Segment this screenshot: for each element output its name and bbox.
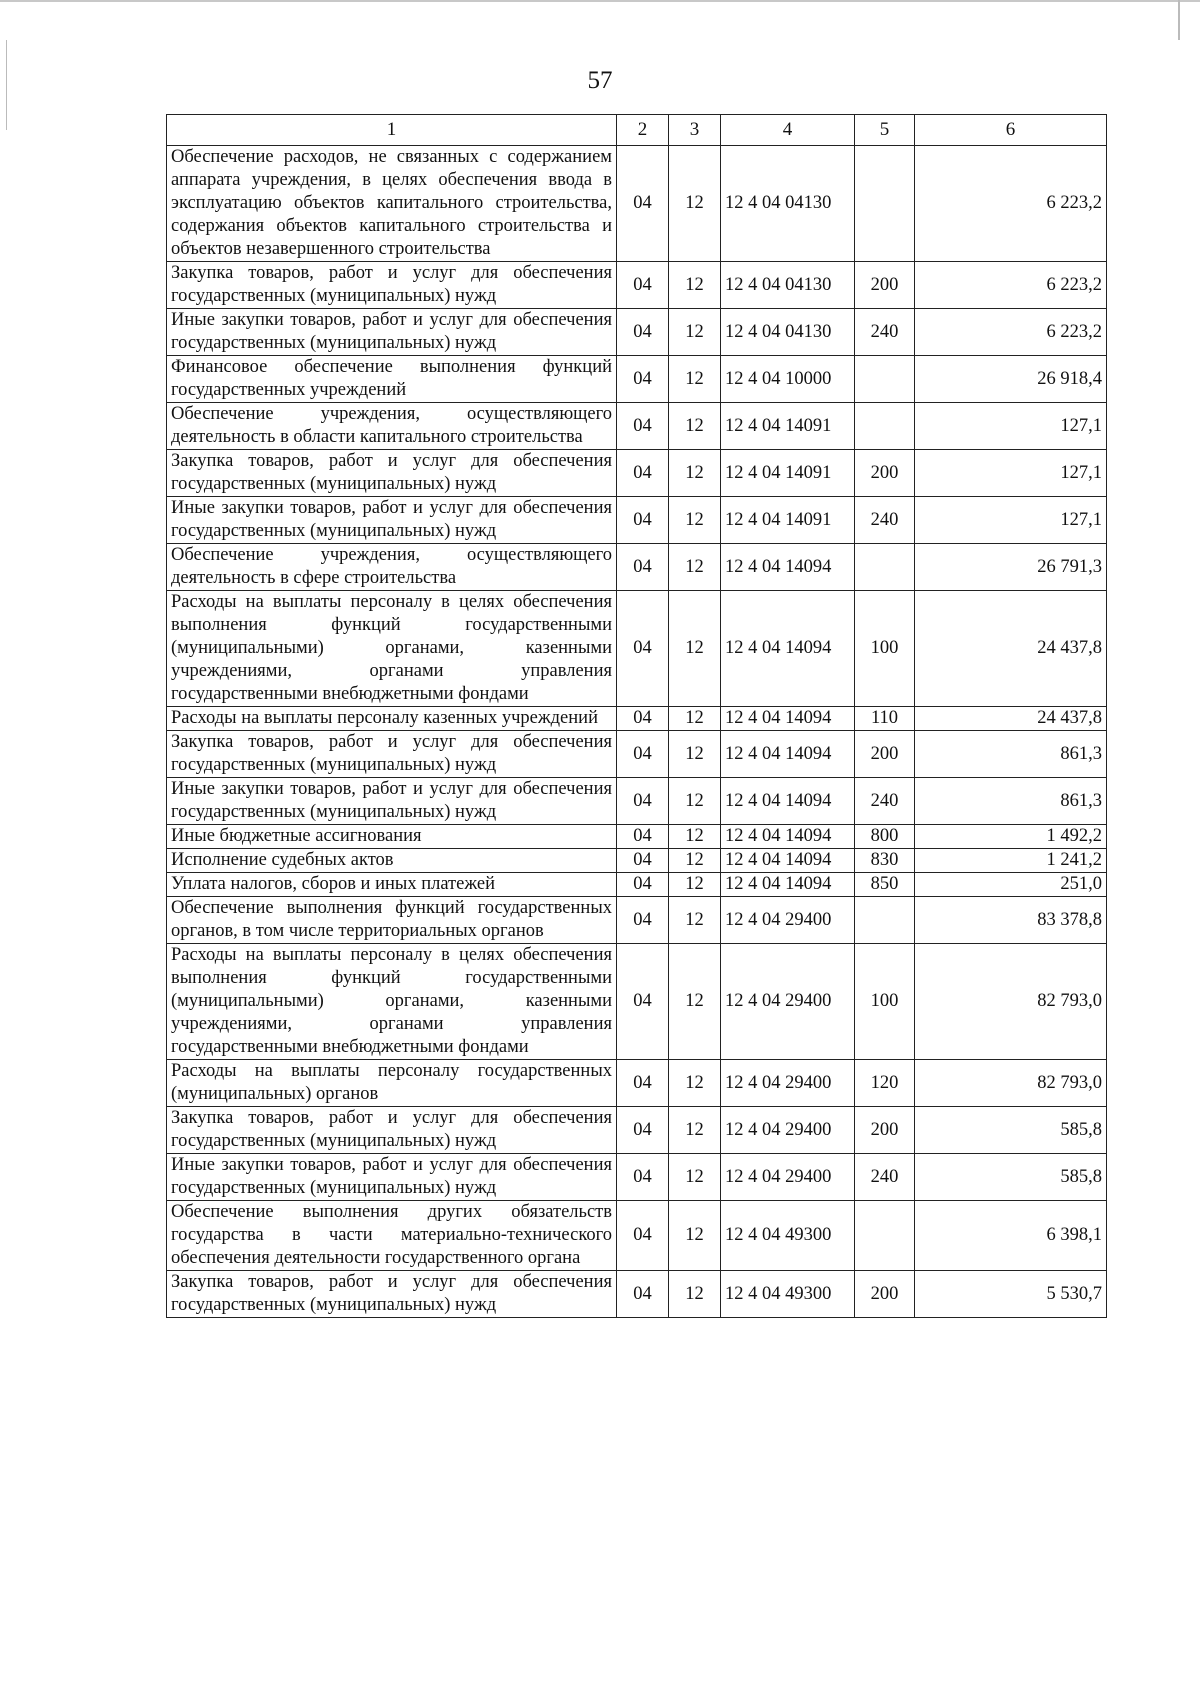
row-subsection: 12	[669, 309, 721, 356]
row-name: Закупка товаров, работ и услуг для обеспечения государственных (муниципальных) нужд	[167, 262, 617, 309]
row-amount: 6 223,2	[915, 146, 1107, 262]
row-target-code: 12 4 04 29400	[721, 897, 855, 944]
row-amount: 861,3	[915, 731, 1107, 778]
row-expense-type	[855, 897, 915, 944]
row-subsection: 12	[669, 1201, 721, 1271]
row-section: 04	[617, 849, 669, 873]
row-name: Иные бюджетные ассигнования	[167, 825, 617, 849]
row-subsection: 12	[669, 356, 721, 403]
table-row	[167, 825, 1107, 849]
row-target-code: 12 4 04 10000	[721, 356, 855, 403]
row-subsection: 12	[669, 873, 721, 897]
row-target-code: 12 4 04 04130	[721, 146, 855, 262]
row-expense-type: 200	[855, 262, 915, 309]
row-expense-type	[855, 403, 915, 450]
row-subsection: 12	[669, 403, 721, 450]
row-target-code: 12 4 04 14094	[721, 591, 855, 707]
row-amount: 24 437,8	[915, 707, 1107, 731]
row-subsection: 12	[669, 731, 721, 778]
row-section: 04	[617, 262, 669, 309]
row-target-code: 12 4 04 29400	[721, 1154, 855, 1201]
table-row	[167, 849, 1107, 873]
row-name: Расходы на выплаты персоналу государственных (муниципальных) органов	[167, 1060, 617, 1107]
row-expense-type: 830	[855, 849, 915, 873]
row-name: Иные закупки товаров, работ и услуг для обеспечения государственных (муниципальных) нужд	[167, 309, 617, 356]
row-amount: 6 223,2	[915, 262, 1107, 309]
table-row	[167, 707, 1107, 731]
row-section: 04	[617, 591, 669, 707]
header-col-1: 1	[167, 115, 617, 146]
table-row	[167, 1201, 1107, 1271]
table-row	[167, 1107, 1107, 1154]
row-target-code: 12 4 04 14091	[721, 403, 855, 450]
row-amount: 127,1	[915, 403, 1107, 450]
row-section: 04	[617, 873, 669, 897]
row-subsection: 12	[669, 450, 721, 497]
table-row	[167, 897, 1107, 944]
header-col-4: 4	[721, 115, 855, 146]
header-col-3: 3	[669, 115, 721, 146]
row-amount: 26 791,3	[915, 544, 1107, 591]
row-expense-type: 100	[855, 944, 915, 1060]
row-section: 04	[617, 1201, 669, 1271]
table-row	[167, 356, 1107, 403]
budget-table	[166, 114, 1107, 1318]
row-expense-type: 200	[855, 1107, 915, 1154]
table-row	[167, 262, 1107, 309]
table-row	[167, 309, 1107, 356]
row-expense-type	[855, 1201, 915, 1271]
row-name: Финансовое обеспечение выполнения функций государственных учреждений	[167, 356, 617, 403]
row-name: Обеспечение выполнения функций государственных органов, в том числе территориальных органов	[167, 897, 617, 944]
row-section: 04	[617, 778, 669, 825]
row-expense-type: 110	[855, 707, 915, 731]
row-name: Обеспечение учреждения, осуществляющего деятельность в сфере строительства	[167, 544, 617, 591]
row-name: Уплата налогов, сборов и иных платежей	[167, 873, 617, 897]
row-section: 04	[617, 403, 669, 450]
row-target-code: 12 4 04 04130	[721, 262, 855, 309]
row-expense-type: 240	[855, 778, 915, 825]
row-amount: 83 378,8	[915, 897, 1107, 944]
page-number: 57	[587, 67, 613, 94]
header-col-5: 5	[855, 115, 915, 146]
row-target-code: 12 4 04 29400	[721, 1107, 855, 1154]
row-target-code: 12 4 04 14091	[721, 450, 855, 497]
table-row	[167, 731, 1107, 778]
scan-margin-mark	[1178, 0, 1180, 40]
row-target-code: 12 4 04 04130	[721, 309, 855, 356]
table-row	[167, 403, 1107, 450]
table-row	[167, 146, 1107, 262]
row-target-code: 12 4 04 14094	[721, 778, 855, 825]
row-subsection: 12	[669, 707, 721, 731]
row-expense-type: 200	[855, 731, 915, 778]
table-row	[167, 873, 1107, 897]
row-expense-type: 120	[855, 1060, 915, 1107]
row-section: 04	[617, 1107, 669, 1154]
row-name: Иные закупки товаров, работ и услуг для обеспечения государственных (муниципальных) нужд	[167, 1154, 617, 1201]
row-section: 04	[617, 356, 669, 403]
header-col-6: 6	[915, 115, 1107, 146]
table-row	[167, 450, 1107, 497]
row-target-code: 12 4 04 14094	[721, 544, 855, 591]
row-target-code: 12 4 04 14094	[721, 825, 855, 849]
row-section: 04	[617, 897, 669, 944]
row-name: Закупка товаров, работ и услуг для обеспечения государственных (муниципальных) нужд	[167, 1271, 617, 1318]
row-subsection: 12	[669, 1107, 721, 1154]
row-amount: 5 530,7	[915, 1271, 1107, 1318]
row-name: Иные закупки товаров, работ и услуг для обеспечения государственных (муниципальных) нужд	[167, 497, 617, 544]
row-amount: 6 398,1	[915, 1201, 1107, 1271]
row-section: 04	[617, 1060, 669, 1107]
row-amount: 861,3	[915, 778, 1107, 825]
row-subsection: 12	[669, 1060, 721, 1107]
row-expense-type: 240	[855, 1154, 915, 1201]
row-amount: 585,8	[915, 1154, 1107, 1201]
row-name: Обеспечение учреждения, осуществляющего деятельность в области капитального строительства	[167, 403, 617, 450]
row-name: Иные закупки товаров, работ и услуг для обеспечения государственных (муниципальных) нужд	[167, 778, 617, 825]
table-row	[167, 944, 1107, 1060]
row-amount: 127,1	[915, 497, 1107, 544]
row-name: Обеспечение выполнения других обязательств государства в части материально-технического обеспечения деятельности государственного органа	[167, 1201, 617, 1271]
row-expense-type: 100	[855, 591, 915, 707]
row-subsection: 12	[669, 778, 721, 825]
row-target-code: 12 4 04 14094	[721, 873, 855, 897]
header-col-2: 2	[617, 115, 669, 146]
row-subsection: 12	[669, 591, 721, 707]
row-section: 04	[617, 497, 669, 544]
table-row	[167, 1060, 1107, 1107]
row-name: Закупка товаров, работ и услуг для обеспечения государственных (муниципальных) нужд	[167, 731, 617, 778]
row-subsection: 12	[669, 1154, 721, 1201]
row-section: 04	[617, 146, 669, 262]
row-expense-type	[855, 544, 915, 591]
row-target-code: 12 4 04 49300	[721, 1271, 855, 1318]
table-row	[167, 1154, 1107, 1201]
row-name: Расходы на выплаты персоналу казенных учреждений	[167, 707, 617, 731]
row-expense-type: 850	[855, 873, 915, 897]
row-subsection: 12	[669, 944, 721, 1060]
row-target-code: 12 4 04 29400	[721, 1060, 855, 1107]
row-target-code: 12 4 04 14094	[721, 849, 855, 873]
row-amount: 585,8	[915, 1107, 1107, 1154]
row-subsection: 12	[669, 1271, 721, 1318]
row-expense-type	[855, 146, 915, 262]
row-target-code: 12 4 04 49300	[721, 1201, 855, 1271]
row-subsection: 12	[669, 825, 721, 849]
row-section: 04	[617, 450, 669, 497]
scan-edge-line	[0, 0, 1200, 2]
row-amount: 251,0	[915, 873, 1107, 897]
row-subsection: 12	[669, 544, 721, 591]
table-header-row	[167, 115, 1107, 146]
row-expense-type: 240	[855, 497, 915, 544]
row-target-code: 12 4 04 14091	[721, 497, 855, 544]
row-section: 04	[617, 309, 669, 356]
row-subsection: 12	[669, 262, 721, 309]
row-section: 04	[617, 731, 669, 778]
row-amount: 6 223,2	[915, 309, 1107, 356]
row-amount: 82 793,0	[915, 944, 1107, 1060]
row-amount: 26 918,4	[915, 356, 1107, 403]
row-name: Обеспечение расходов, не связанных с содержанием аппарата учреждения, в целях обеспечения ввода в эксплуатацию объектов капитального строительства, содержания объектов капитального строительства и объектов незавершенного строительства	[167, 146, 617, 262]
row-section: 04	[617, 944, 669, 1060]
row-amount: 127,1	[915, 450, 1107, 497]
row-amount: 1 492,2	[915, 825, 1107, 849]
table-row	[167, 544, 1107, 591]
row-name: Закупка товаров, работ и услуг для обеспечения государственных (муниципальных) нужд	[167, 1107, 617, 1154]
row-name: Расходы на выплаты персоналу в целях обеспечения выполнения функций государственными (муниципальными) органами, казенными учреждениями, органами управления государственными внебюджетными фондами	[167, 944, 617, 1060]
row-expense-type: 240	[855, 309, 915, 356]
row-subsection: 12	[669, 146, 721, 262]
row-name: Исполнение судебных актов	[167, 849, 617, 873]
row-section: 04	[617, 1154, 669, 1201]
row-expense-type: 200	[855, 450, 915, 497]
row-name: Закупка товаров, работ и услуг для обеспечения государственных (муниципальных) нужд	[167, 450, 617, 497]
row-section: 04	[617, 1271, 669, 1318]
row-name: Расходы на выплаты персоналу в целях обеспечения выполнения функций государственными (муниципальными) органами, казенными учреждениями, органами управления государственными внебюджетными фондами	[167, 591, 617, 707]
row-expense-type: 200	[855, 1271, 915, 1318]
row-section: 04	[617, 544, 669, 591]
row-amount: 1 241,2	[915, 849, 1107, 873]
row-amount: 82 793,0	[915, 1060, 1107, 1107]
row-subsection: 12	[669, 897, 721, 944]
row-expense-type	[855, 356, 915, 403]
table-row	[167, 1271, 1107, 1318]
row-expense-type: 800	[855, 825, 915, 849]
row-target-code: 12 4 04 14094	[721, 731, 855, 778]
row-subsection: 12	[669, 849, 721, 873]
row-target-code: 12 4 04 29400	[721, 944, 855, 1060]
row-section: 04	[617, 707, 669, 731]
table-row	[167, 591, 1107, 707]
row-subsection: 12	[669, 497, 721, 544]
row-section: 04	[617, 825, 669, 849]
table-row	[167, 497, 1107, 544]
table-row	[167, 778, 1107, 825]
row-amount: 24 437,8	[915, 591, 1107, 707]
row-target-code: 12 4 04 14094	[721, 707, 855, 731]
